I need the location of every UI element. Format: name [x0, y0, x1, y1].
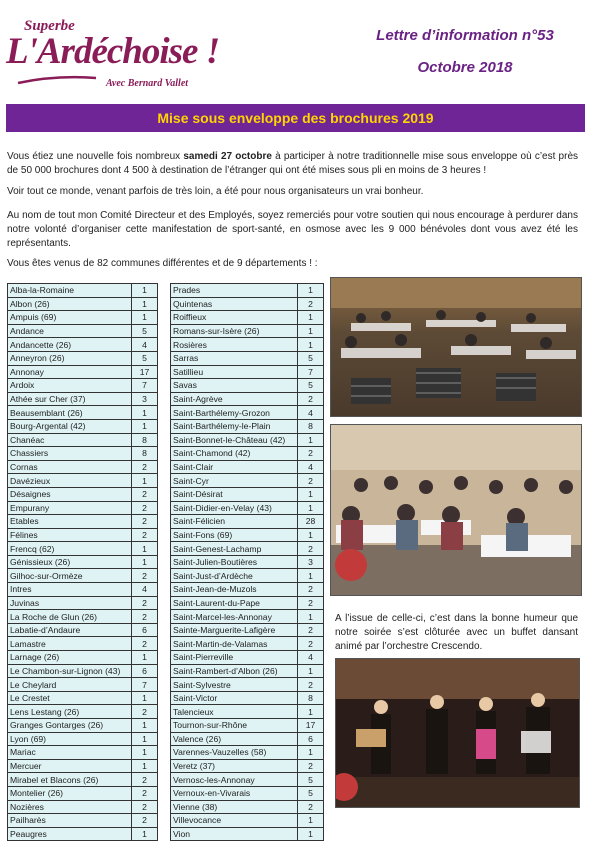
participant-count: 1 [132, 651, 158, 665]
orchestra-caption: A l’issue de celle-ci, c’est dans la bonne humeur que notre soirée s’est clôturée avec un buffet dansant animé par l’orchestre Crescendo. [335, 613, 578, 652]
commune-name: Granges Gontarges (26) [8, 719, 132, 733]
commune-name: Beausemblant (26) [8, 406, 132, 420]
participant-count: 2 [132, 487, 158, 501]
participant-count: 2 [132, 705, 158, 719]
intro-text-c: à participer à notre traditionnelle mise sous enveloppe où c’est près de 50 000 brochures dont 4 500 à destination de l’étranger qui ont été mises sous pli en moins de 3 heures ! [7, 151, 579, 176]
commune-name: Albon (26) [8, 297, 132, 311]
photo-orchestra-crescendo [335, 658, 580, 808]
commune-name: Lamastre [8, 637, 132, 651]
commune-name: Saint-Didier-en-Velay (43) [171, 501, 298, 515]
commune-name: Vernoux-en-Vivarais [171, 786, 298, 800]
participant-count: 2 [132, 596, 158, 610]
commune-name: Montelier (26) [8, 786, 132, 800]
participant-count: 5 [298, 379, 324, 393]
table-row [8, 569, 158, 583]
participant-count: 1 [132, 542, 158, 556]
table-row [171, 447, 324, 461]
commune-name: Saint-Sylvestre [171, 678, 298, 692]
logo-avec-text: Avec Bernard Vallet [106, 78, 189, 89]
participant-count: 1 [298, 487, 324, 501]
commune-name: Saint-Laurent-du-Pape [171, 596, 298, 610]
participant-count: 7 [132, 678, 158, 692]
commune-name: Le Crestet [8, 691, 132, 705]
participant-count: 2 [132, 814, 158, 828]
table-row [171, 705, 324, 719]
participant-count: 1 [132, 419, 158, 433]
commune-name: Sarras [171, 351, 298, 365]
table-row [8, 596, 158, 610]
participant-count: 1 [298, 827, 324, 841]
participant-count: 1 [132, 759, 158, 773]
participant-count: 2 [132, 773, 158, 787]
participant-count: 6 [132, 664, 158, 678]
participant-count: 28 [298, 515, 324, 529]
commune-name: Vienne (38) [171, 800, 298, 814]
table-row [8, 678, 158, 692]
table-row [8, 365, 158, 379]
table-row [171, 678, 324, 692]
table-row [8, 827, 158, 841]
commune-name: Veretz (37) [171, 759, 298, 773]
participant-count: 2 [298, 596, 324, 610]
participant-count: 3 [132, 392, 158, 406]
table-row [8, 691, 158, 705]
commune-name: Saint-Félicien [171, 515, 298, 529]
commune-name: Bourg-Argental (42) [8, 419, 132, 433]
participant-count: 4 [132, 338, 158, 352]
commune-name: Empurany [8, 501, 132, 515]
table-row [8, 814, 158, 828]
communes-table-left [7, 283, 158, 841]
participant-count: 1 [132, 474, 158, 488]
thanks-paragraph: Au nom de tout mon Comité Directeur et des Employés, soyez remerciés pour votre soutien qui nous encourage à perdurer dans notre volonté d’organiser cette manifestation de sport-santé, en osmose avec les 9 000 bénévoles dont vous avez été les représentants. [7, 210, 578, 249]
participant-count: 1 [298, 324, 324, 338]
participant-count: 8 [298, 691, 324, 705]
participant-count: 1 [298, 610, 324, 624]
logo-brand-text: L'Ardéchoise ! [6, 31, 220, 72]
table-row [8, 338, 158, 352]
table-row [171, 664, 324, 678]
table-row [8, 487, 158, 501]
commune-name: Labatie-d’Andaure [8, 623, 132, 637]
commune-name: Rosières [171, 338, 298, 352]
participant-count: 2 [298, 542, 324, 556]
commune-name: Saint-Genest-Lachamp [171, 542, 298, 556]
table-row [171, 569, 324, 583]
table-row [171, 324, 324, 338]
commune-name: Nozières [8, 800, 132, 814]
table-row [8, 419, 158, 433]
table-row [171, 392, 324, 406]
commune-name: Prades [171, 284, 298, 298]
participant-count: 1 [298, 311, 324, 325]
participant-count: 1 [132, 311, 158, 325]
participant-count: 4 [298, 406, 324, 420]
commune-name: Mirabel et Blacons (26) [8, 773, 132, 787]
table-row [8, 800, 158, 814]
commune-name: Satillieu [171, 365, 298, 379]
participant-count: 6 [298, 732, 324, 746]
commune-name: Etables [8, 515, 132, 529]
table-row [171, 487, 324, 501]
participant-count: 2 [132, 515, 158, 529]
table-row [8, 542, 158, 556]
table-row [8, 555, 158, 569]
participant-count: 1 [132, 297, 158, 311]
commune-name: Quintenas [171, 297, 298, 311]
commune-name: Sainte-Marguerite-Lafigère [171, 623, 298, 637]
table-row [171, 433, 324, 447]
table-row [171, 719, 324, 733]
commune-name: Varennes-Vauzelles (58) [171, 746, 298, 760]
commune-name: Saint-Clair [171, 460, 298, 474]
commune-name: Ampuis (69) [8, 311, 132, 325]
commune-name: Vernosc-les-Annonay [171, 773, 298, 787]
commune-name: Saint-Julien-Boutières [171, 555, 298, 569]
participant-count: 17 [132, 365, 158, 379]
table-row [171, 759, 324, 773]
commune-name: Pailharès [8, 814, 132, 828]
photo-envelope-hall [330, 277, 582, 417]
participant-count: 1 [298, 284, 324, 298]
table-row [171, 542, 324, 556]
participant-count: 1 [298, 569, 324, 583]
commune-name: Saint-Désirat [171, 487, 298, 501]
commune-name: Génissieux (26) [8, 555, 132, 569]
commune-name: Saint-Cyr [171, 474, 298, 488]
commune-name: Vion [171, 827, 298, 841]
commune-name: Ardoix [8, 379, 132, 393]
table-row [8, 773, 158, 787]
table-row [171, 610, 324, 624]
table-row [8, 746, 158, 760]
participant-count: 2 [132, 800, 158, 814]
participant-count: 2 [298, 297, 324, 311]
table-row [8, 392, 158, 406]
table-row [171, 460, 324, 474]
participant-count: 2 [298, 759, 324, 773]
commune-name: Annonay [8, 365, 132, 379]
commune-name: Tournon-sur-Rhône [171, 719, 298, 733]
participant-count: 7 [298, 365, 324, 379]
commune-name: Athée sur Cher (37) [8, 392, 132, 406]
participant-count: 3 [298, 555, 324, 569]
table-row [8, 651, 158, 665]
participant-count: 1 [132, 691, 158, 705]
table-row [8, 324, 158, 338]
table-row [8, 705, 158, 719]
commune-name: Andance [8, 324, 132, 338]
participant-count: 1 [298, 433, 324, 447]
commune-name: Intres [8, 583, 132, 597]
commune-name: Félines [8, 528, 132, 542]
commune-name: Lens Lestang (26) [8, 705, 132, 719]
commune-name: Cornas [8, 460, 132, 474]
commune-name: Saint-Barthélemy-le-Plain [171, 419, 298, 433]
table-row [8, 637, 158, 651]
logo-superbe-text: Superbe [24, 18, 75, 34]
participant-count: 1 [298, 664, 324, 678]
participant-count: 5 [298, 786, 324, 800]
table-row [171, 814, 324, 828]
commune-name: Alba-la-Romaine [8, 284, 132, 298]
commune-name: Davézieux [8, 474, 132, 488]
photo-volunteers-tables [330, 424, 582, 596]
table-row [8, 460, 158, 474]
table-row [171, 297, 324, 311]
commune-name: Le Cheylard [8, 678, 132, 692]
commune-name: Mercuer [8, 759, 132, 773]
table-row [171, 583, 324, 597]
table-row [8, 351, 158, 365]
participant-count: 1 [298, 705, 324, 719]
participant-count: 4 [298, 460, 324, 474]
commune-name: Saint-Rambert-d’Albon (26) [171, 664, 298, 678]
commune-name: Saint-Agrève [171, 392, 298, 406]
participant-count: 5 [298, 351, 324, 365]
table-row [8, 474, 158, 488]
commune-name: Saint-Jean-de-Muzols [171, 583, 298, 597]
table-row [171, 746, 324, 760]
commune-name: Le Chambon-sur-Lignon (43) [8, 664, 132, 678]
table-row [8, 610, 158, 624]
commune-name: Villevocance [171, 814, 298, 828]
participant-count: 1 [298, 501, 324, 515]
commune-name: Saint-Bonnet-le-Château (42) [171, 433, 298, 447]
participant-count: 2 [132, 528, 158, 542]
table-row [171, 827, 324, 841]
commune-name: Chanéac [8, 433, 132, 447]
commune-name: Valence (26) [171, 732, 298, 746]
participant-count: 2 [298, 447, 324, 461]
participant-count: 4 [132, 583, 158, 597]
participant-count: 2 [132, 786, 158, 800]
commune-name: Romans-sur-Isère (26) [171, 324, 298, 338]
table-row [171, 800, 324, 814]
newsletter-date: Octobre 2018 [417, 59, 513, 76]
newsletter-number: Lettre d’information n°53 [376, 27, 554, 44]
participant-count: 1 [132, 719, 158, 733]
table-row [8, 528, 158, 542]
table-row [171, 786, 324, 800]
table-row [171, 555, 324, 569]
commune-name: Saint-Victor [171, 691, 298, 705]
section-banner [6, 104, 585, 132]
commune-name: Mariac [8, 746, 132, 760]
joy-paragraph: Voir tout ce monde, venant parfois de très loin, a été pour nous organisateurs un vrai bonheur. [7, 186, 424, 197]
table-row [171, 637, 324, 651]
table-row [8, 623, 158, 637]
table-row [171, 651, 324, 665]
logo-swoosh-icon [16, 74, 98, 86]
table-row [171, 501, 324, 515]
commune-name: Talencieux [171, 705, 298, 719]
participant-count: 5 [132, 324, 158, 338]
participant-count: 8 [132, 447, 158, 461]
commune-name: Lyon (69) [8, 732, 132, 746]
table-row [171, 732, 324, 746]
commune-name: Saint-Pierreville [171, 651, 298, 665]
section-title: Mise sous enveloppe des brochures 2019 [157, 110, 434, 126]
commune-name: Saint-Marcel-les-Annonay [171, 610, 298, 624]
communes-table-right [170, 283, 324, 841]
commune-name: Saint-Martin-de-Valamas [171, 637, 298, 651]
table-row [8, 786, 158, 800]
table-row [171, 351, 324, 365]
table-row [8, 719, 158, 733]
participant-count: 2 [132, 501, 158, 515]
table-row [171, 773, 324, 787]
participant-count: 8 [298, 419, 324, 433]
participant-count: 4 [298, 651, 324, 665]
commune-name: La Roche de Glun (26) [8, 610, 132, 624]
table-row [171, 311, 324, 325]
table-row [8, 501, 158, 515]
table-row [8, 515, 158, 529]
table-row [171, 419, 324, 433]
participant-count: 2 [298, 623, 324, 637]
communes-intro: Vous êtes venus de 82 communes différentes et de 9 départements ! : [7, 258, 318, 269]
commune-name: Savas [171, 379, 298, 393]
table-row [171, 596, 324, 610]
table-row [171, 406, 324, 420]
participant-count: 1 [132, 284, 158, 298]
table-row [8, 284, 158, 298]
table-row [8, 311, 158, 325]
participant-count: 1 [298, 338, 324, 352]
participant-count: 7 [132, 379, 158, 393]
participant-count: 1 [132, 746, 158, 760]
table-row [171, 691, 324, 705]
commune-name: Andancette (26) [8, 338, 132, 352]
participant-count: 2 [132, 460, 158, 474]
table-row [171, 474, 324, 488]
commune-name: Désaignes [8, 487, 132, 501]
participant-count: 2 [298, 474, 324, 488]
table-row [8, 447, 158, 461]
intro-paragraph [7, 150, 578, 178]
participant-count: 1 [132, 827, 158, 841]
participant-count: 2 [298, 678, 324, 692]
table-row [8, 583, 158, 597]
participant-count: 2 [298, 800, 324, 814]
participant-count: 17 [298, 719, 324, 733]
commune-name: Anneyron (26) [8, 351, 132, 365]
intro-text-a: Vous étiez une nouvelle fois nombreux [7, 151, 184, 162]
commune-name: Saint-Fons (69) [171, 528, 298, 542]
table-row [8, 379, 158, 393]
table-row [8, 732, 158, 746]
participant-count: 1 [298, 528, 324, 542]
table-row [171, 284, 324, 298]
table-row [8, 433, 158, 447]
commune-name: Frencq (62) [8, 542, 132, 556]
commune-name: Chassiers [8, 447, 132, 461]
participant-count: 1 [132, 555, 158, 569]
commune-name: Larnage (26) [8, 651, 132, 665]
participant-count: 5 [298, 773, 324, 787]
table-row [171, 338, 324, 352]
participant-count: 1 [132, 406, 158, 420]
table-row [171, 515, 324, 529]
participant-count: 2 [298, 583, 324, 597]
participant-count: 2 [298, 392, 324, 406]
table-row [8, 759, 158, 773]
commune-name: Gilhoc-sur-Ormèze [8, 569, 132, 583]
participant-count: 2 [298, 637, 324, 651]
commune-name: Saint-Just-d’Ardèche [171, 569, 298, 583]
table-row [8, 297, 158, 311]
commune-name: Roiffieux [171, 311, 298, 325]
participant-count: 5 [132, 351, 158, 365]
commune-name: Peaugres [8, 827, 132, 841]
commune-name: Saint-Chamond (42) [171, 447, 298, 461]
participant-count: 2 [132, 569, 158, 583]
intro-date-bold: samedi 27 octobre [183, 151, 272, 162]
table-row [8, 406, 158, 420]
participant-count: 2 [132, 610, 158, 624]
commune-name: Juvinas [8, 596, 132, 610]
participant-count: 2 [132, 637, 158, 651]
ardechoise-logo [6, 12, 221, 102]
table-row [8, 664, 158, 678]
participant-count: 6 [132, 623, 158, 637]
table-row [171, 623, 324, 637]
participant-count: 1 [298, 814, 324, 828]
participant-count: 1 [132, 732, 158, 746]
commune-name: Saint-Barthélemy-Grozon [171, 406, 298, 420]
table-row [171, 379, 324, 393]
participant-count: 8 [132, 433, 158, 447]
table-row [171, 365, 324, 379]
table-row [171, 528, 324, 542]
participant-count: 1 [298, 746, 324, 760]
